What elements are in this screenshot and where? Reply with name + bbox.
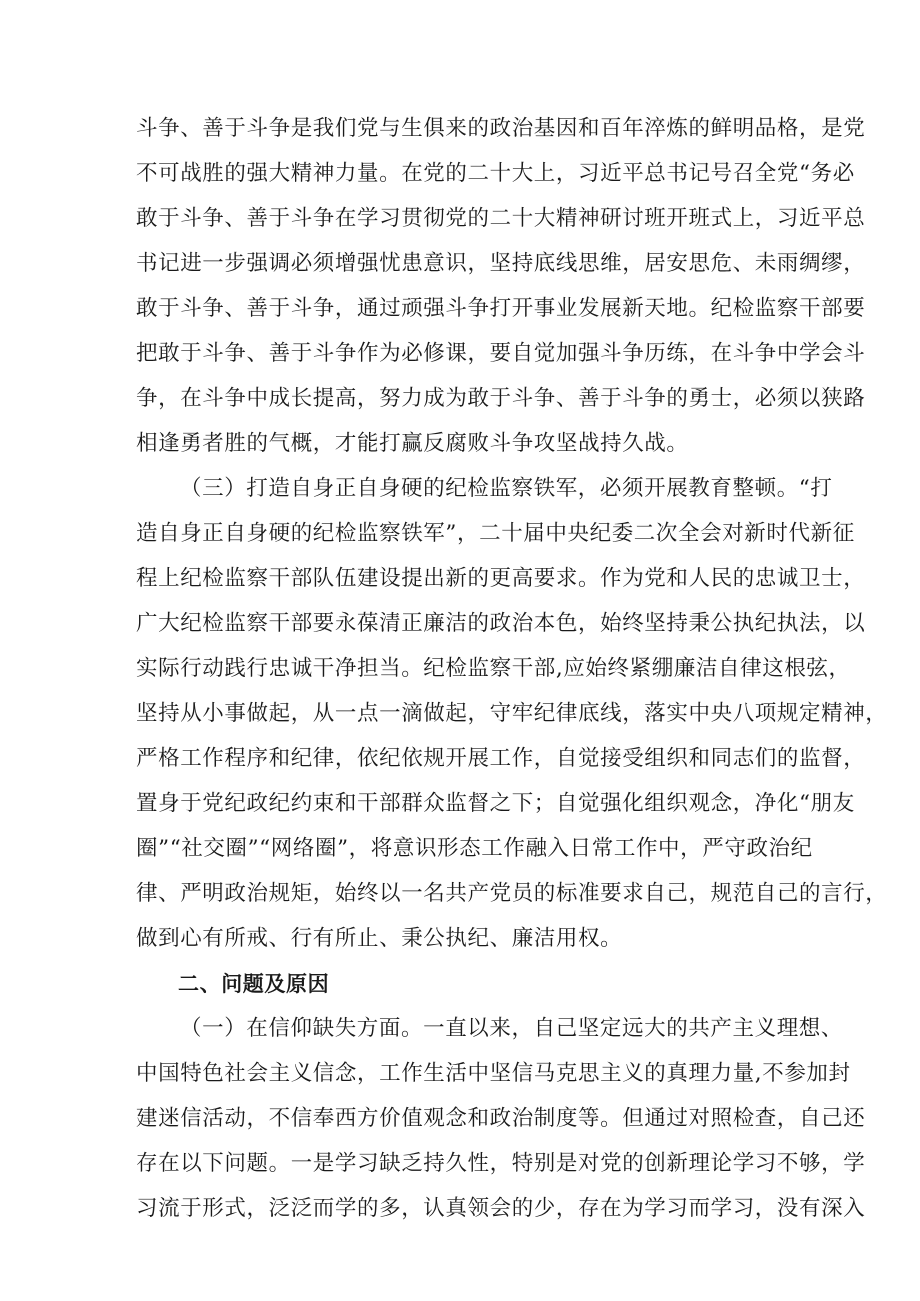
text-line: 相逢勇者胜的气概，才能打赢反腐败斗争攻坚战持久战。 [136,431,689,456]
text-line: 置身于党纪政纪约束和干部群众监督之下；自觉强化组织观念，净化“朋友 [136,791,855,816]
text-line: 实际行动践行忠诚干净担当。纪检监察干部,应始终紧绷廉洁自律这根弦， [136,656,851,681]
text-line: （三）打造自身正自身硬的纪检监察铁军，必须开展教育整顿。“打 [180,476,833,501]
text-line: 存在以下问题。一是学习缺乏持久性，特别是对党的创新理论学习不够，学 [136,1151,866,1176]
text-line: （一）在信仰缺失方面。一直以来，自己坚定远大的共产主义理想、 [180,1016,844,1041]
text-line: 不可战胜的强大精神力量。在党的二十大上，习近平总书记号召全党“务必 [136,161,855,186]
text-line: 广大纪检监察干部要永葆清正廉洁的政治本色，始终坚持秉公执纪执法，以 [136,611,866,636]
text-line: 圈”“社交圈”“网络圈”，将意识形态工作融入日常工作中，严守政治纪 [136,836,813,861]
text-line: 程上纪检监察干部队伍建设提出新的更高要求。作为党和人民的忠诚卫士， [136,566,866,591]
text-line: 严格工作程序和纪律，依纪依规开展工作，自觉接受组织和同志们的监督， [136,746,866,771]
text-line: 习流于形式，泛泛而学的多，认真领会的少，存在为学习而学习，没有深入 [136,1196,866,1221]
text-line: 建迷信活动，不信奉西方价值观念和政治制度等。但通过对照检查，自己还 [136,1106,866,1131]
text-line: 争，在斗争中成长提高，努力成为敢于斗争、善于斗争的勇士，必须以狭路 [136,386,866,411]
text-line: 书记进一步强调必须增强忧患意识，坚持底线思维，居安思危、未雨绸缪， [136,251,866,276]
text-line: 把敢于斗争、善于斗争作为必修课，要自觉加强斗争历练，在斗争中学会斗 [136,341,866,366]
section-heading: 二、问题及原因 [178,972,330,996]
text-line: 中国特色社会主义信念，工作生活中坚信马克思主义的真理力量,不参加封 [136,1061,851,1086]
text-line: 斗争、善于斗争是我们党与生俱来的政治基因和百年淬炼的鲜明品格，是党 [136,116,866,141]
text-line: 做到心有所戒、行有所止、秉公执纪、廉洁用权。 [136,926,623,951]
text-line: 敢于斗争、善于斗争在学习贯彻党的二十大精神研讨班开班式上，习近平总 [136,206,866,231]
text-line: 律、严明政治规矩，始终以一名共产党员的标准要求自己，规范自己的言行， [136,881,888,906]
text-line: 敢于斗争、善于斗争，通过顽强斗争打开事业发展新天地。纪检监察干部要 [136,296,866,321]
text-line: 坚持从小事做起，从一点一滴做起，守牢纪律底线，落实中央八项规定精神， [136,701,888,726]
text-line: 造自身正自身硬的纪检监察铁军”，二十届中央纪委二次全会对新时代新征 [136,521,855,546]
